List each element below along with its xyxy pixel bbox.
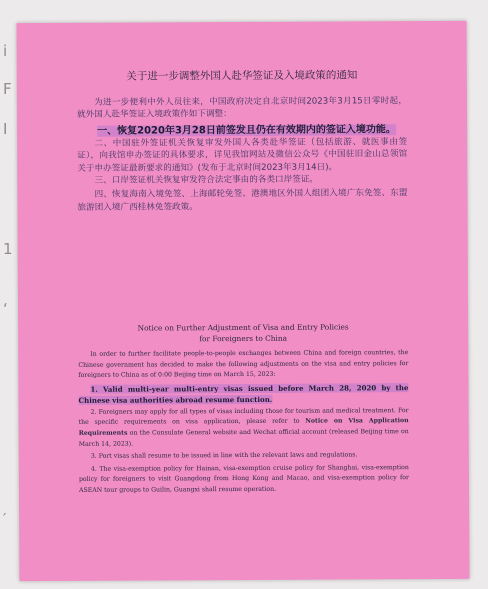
notice-cn-item-1: 一、恢复2020年3月28日前签发且仍在有效期内的签证入境功能。	[97, 124, 396, 137]
notice-en-link-title: Notice on Visa Application Requirements	[78, 417, 409, 437]
notice-en-body	[78, 348, 409, 498]
notice-cn-item-2: 二、中国驻外签证机关恢复审发外国人各类赴华签证（包括旅游、就医事由签证），向我馆申办签证的具体要求，详见我馆网站及微信公众号《中国驻旧金山总领馆关于申办签证最新要求的通知》(发布于北京时间2023年3月14日)。	[77, 136, 408, 174]
notice-en-title	[18, 321, 468, 345]
notice-en-title-line-1: Notice on Further Adjustment of Visa and Entry Policies	[137, 322, 349, 333]
notice-en-item-3: 3. Port visas shall resume to be issued in line with the relevant laws and regulations.	[90, 451, 358, 460]
notice-cn-title: 关于进一步调整外国人赴华签证及入境政策的通知	[126, 69, 358, 83]
notice-cn-intro: 为进一步便利中外人员往来，中国政府决定自北京时间2023年3月15日零时起，就外国人赴华签证入境政策作如下调整：	[76, 96, 407, 121]
notice-cn-body	[77, 95, 408, 214]
notice-en-item-2: 2. Foreigners may apply for all types of visas including those for tourism and medical treatment. For the specific requirements on visa application, please refer to Notice on Visa Application Requirements on the Consulate General website and Wechat official account (released Beijing time on March 14, 2023).	[78, 406, 409, 448]
left-edge-marks: i F Ⅰ 1 ‘ ′	[3, 42, 13, 528]
notice-cn-item-3: 三、口岸签证机关恢复审发符合法定事由的各类口岸签证。	[94, 174, 319, 186]
notice-en-item-1: 1. Valid multi-year multi-entry visas issued before March 28, 2020 by the Chinese visa authorities abroad resume function.	[78, 382, 409, 405]
notice-paper	[17, 21, 470, 581]
notice-en-item-4: 4. The visa-exemption policy for Hainan, visa-exemption cruise policy for Shanghai, visa-exemption policy for foreigners to visit Guangdong from Hong Kong and Macao, and visa-exemption policy for ASEAN tour groups to Guilin, Guangxi shall resume operation.	[78, 463, 409, 494]
notice-en-intro: In order to further facilitate people-to-people exchanges between China and foreign countries, the Chinese government has decided to make the following adjustments on the visa and entry policies for foreigners to China as of 0:00 Beijing time on March 15, 2023:	[78, 349, 409, 380]
notice-en-title-line-2: for Foreigners to China	[199, 333, 288, 344]
notice-cn-item-4: 四、恢复海南入境免签、上海邮轮免签、港澳地区外国人组团入境广东免签、东盟旅游团入境广西桂林免签政策。	[77, 188, 408, 213]
